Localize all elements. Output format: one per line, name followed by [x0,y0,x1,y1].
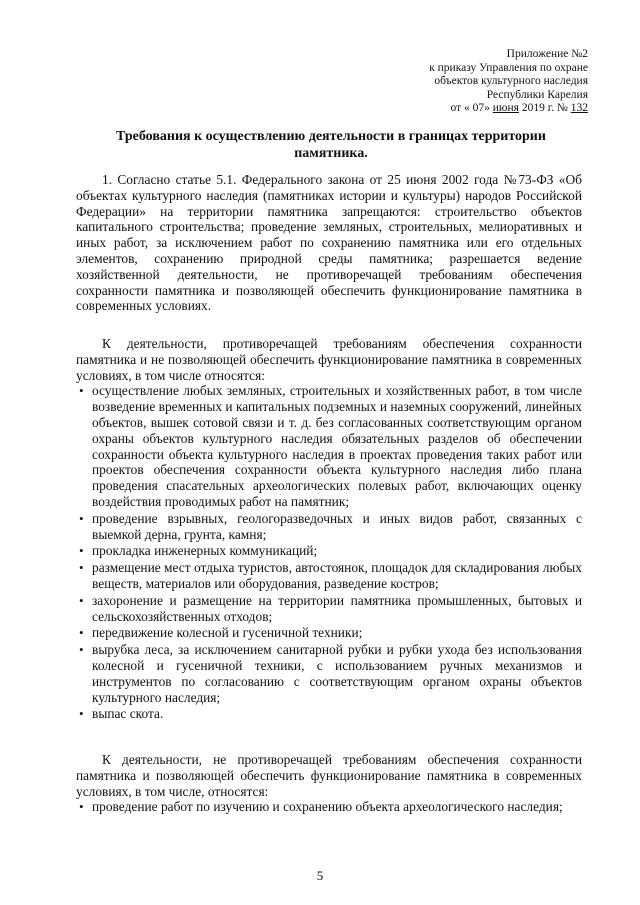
list-item [76,593,582,625]
list-item-text: прокладка инженерных коммуникаций; [92,543,318,559]
paragraph-allowed-intro: К деятельности, не противоречащей требованиям обеспечения сохранности памятника и позволяющей обеспечить функционирование памятника в современных условиях, в том числе, относятся: [76,752,582,799]
order-date-prefix: от « 07» [450,102,493,114]
list-item-text: захоронение и размещение на территории памятника промышленных, бытовых и сельскохозяйственных отходов; [92,592,582,624]
list-item [76,706,582,722]
list-item-text: выпас скота. [92,706,164,722]
page-number: 5 [316,868,324,883]
list-item [76,511,582,543]
list-item-text: вырубка леса, за исключением санитарной рубки и рубки ухода без использования колесной и гусеничной техники, с использованием ручных механизмов и инструментов по согласованию с соответствующим органом охраны объектов культурного наследия; [92,642,582,705]
section-allowed-activities [76,752,582,815]
list-item [76,642,582,705]
order-date-mid: 2019 г. № [518,102,571,114]
appendix-line: Республики Карелия [486,88,588,101]
paragraph-prohibited-intro: К деятельности, противоречащей требованиям обеспечения сохранности памятника и не позволяющей обеспечить функционирование памятника в современных условиях, в том числе относятся: [76,336,582,383]
list-item [76,383,582,509]
bullet-icon: • [79,592,84,608]
bullet-icon: • [79,383,84,399]
appendix-line: Приложение №2 [506,48,588,60]
list-item-text: осуществление любых земляных, строительных и хозяйственных работ, в том числе возведение временных и капитальных подземных и наземных сооружений, линейных объектов, вышек сотовой связи и т. д. без согласованных соответствующим органом охраны объектов культурного наследия обязательных разделов об обеспечении сохранности объекта культурного наследия в проектах проведения таких работ или проектов обеспечения сохранности объекта культурного наследия либо плана проведения спасательных археологических полевых работ, включающих оценку воздействия проводимых работ на памятник; [92,383,582,509]
appendix-header [328,48,588,116]
bullet-icon: • [79,510,84,526]
list-item-text: проведение взрывных, геологоразведочных и иных видов работ, связанных с выемкой дерна, грунта, камня; [92,510,582,542]
allowed-activities-list [76,799,582,815]
list-item [76,799,582,815]
list-item [76,560,582,592]
appendix-line: объектов культурного наследия [434,75,588,87]
list-item-text: проведение работ по изучению и сохранению объекта археологического наследия; [92,799,563,815]
bullet-icon: • [79,706,84,722]
paragraph-article-5-1: 1. Согласно статье 5.1. Федерального закона от 25 июня 2002 года №73-ФЗ «Об объектах культурного наследия (памятниках истории и культуры) народов Российской Федерации» на территории памятника запрещаются: строительство объектов капитального строительства; проведение земляных, строительных, мелиоративных и иных работ, за исключением работ по сохранению памятника или его отдельных элементов, сохранению природной среды памятника; разрешается ведение хозяйственной деятельности, не противоречащей требованиям обеспечения сохранности памятника и позволяющей обеспечить функционирование памятника в современных условиях. [76,172,582,314]
order-month: июня [492,102,519,114]
bullet-icon: • [79,543,84,559]
section-prohibitions [76,172,582,314]
bullet-icon: • [79,560,84,576]
bullet-icon: • [79,799,84,815]
list-item-text: передвижение колесной и гусеничной техники; [92,625,363,641]
list-item-text: размещение мест отдыха туристов, автостоянок, площадок для складирования любых веществ, материалов или оборудования, разведение костров; [92,560,582,591]
prohibited-activities-list [76,383,582,722]
appendix-line: к приказу Управления по охране [429,61,588,74]
list-item [76,543,582,559]
bullet-icon: • [79,625,84,641]
section-prohibited-activities [76,336,582,722]
list-item [76,625,582,641]
appendix-date-line [328,102,588,116]
bullet-icon: • [79,642,84,658]
document-title: Требования к осуществлению деятельности в границах территории памятника. [116,129,546,161]
order-number: 132 [570,102,588,114]
